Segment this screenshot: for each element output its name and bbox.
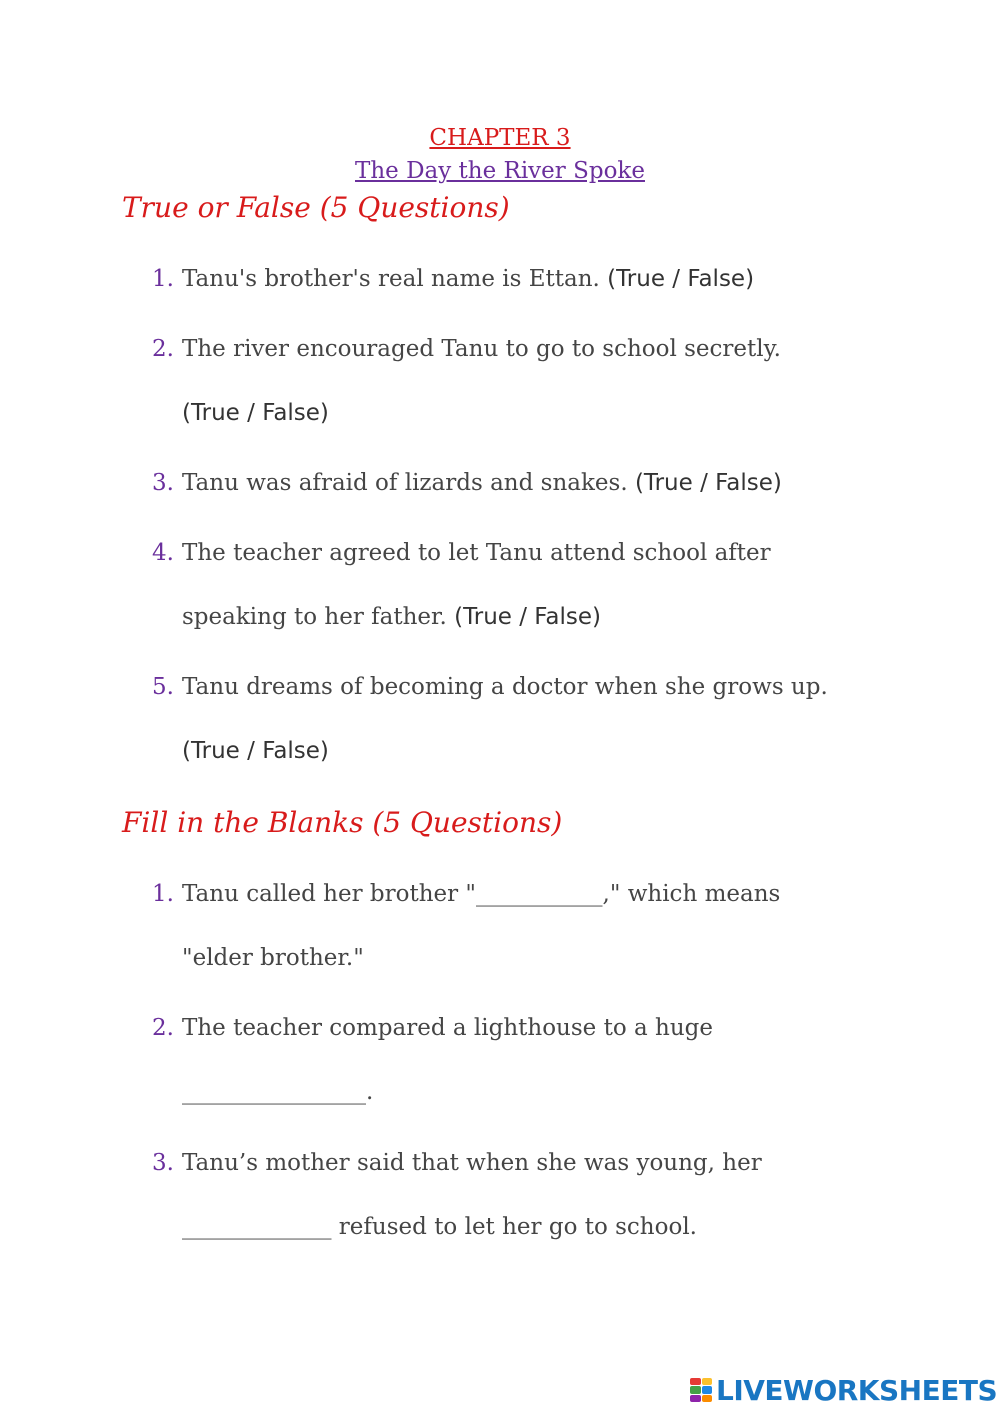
question-text: "elder brother." xyxy=(182,945,364,971)
question-text[interactable]: _____________ refused to let her go to school. xyxy=(182,1214,697,1240)
liveworksheets-logo-icon xyxy=(690,1378,712,1402)
question-number: 2. xyxy=(152,336,174,362)
chapter-title: The Day the River Spoke xyxy=(355,158,645,184)
question-number: 4. xyxy=(152,540,174,566)
fib-question-3 xyxy=(152,1147,762,1179)
chapter-number: CHAPTER 3 xyxy=(429,125,571,151)
question-text: speaking to her father. xyxy=(182,604,447,630)
true-false-choice[interactable]: (True / False) xyxy=(607,266,755,292)
true-false-choice[interactable]: (True / False) xyxy=(634,470,782,496)
question-text: Tanu was afraid of lizards and snakes. xyxy=(182,470,628,496)
tf-question-5-cont xyxy=(182,735,329,767)
true-false-choice[interactable]: (True / False) xyxy=(182,400,329,426)
logo-text: LIVEWORKSHEETS xyxy=(716,1373,998,1407)
question-text: Tanu's brother's real name is Ettan. xyxy=(182,266,600,292)
question-number: 3. xyxy=(152,1150,174,1176)
fib-question-3-cont xyxy=(182,1211,697,1243)
true-false-choice[interactable]: (True / False) xyxy=(182,738,329,764)
question-number: 2. xyxy=(152,1015,174,1041)
question-number: 5. xyxy=(152,674,174,700)
question-text: Tanu dreams of becoming a doctor when she grows up. xyxy=(182,674,828,700)
tf-question-5 xyxy=(152,671,828,703)
tf-question-4 xyxy=(152,537,771,569)
fib-question-1 xyxy=(152,878,780,910)
tf-question-1 xyxy=(152,263,754,295)
tf-question-2 xyxy=(152,333,781,365)
question-text: The river encouraged Tanu to go to school secretly. xyxy=(182,336,781,362)
liveworksheets-logo[interactable] xyxy=(690,1372,997,1408)
tf-question-4-cont xyxy=(182,601,601,633)
fib-question-1-cont xyxy=(182,942,364,974)
question-number: 1. xyxy=(152,266,174,292)
question-text[interactable]: Tanu called her brother "___________," which means xyxy=(182,881,781,907)
section-heading-fill-blanks: Fill in the Blanks (5 Questions) xyxy=(122,806,563,839)
question-text: The teacher agreed to let Tanu attend school after xyxy=(182,540,771,566)
fib-question-2-cont xyxy=(182,1076,373,1108)
blank-field[interactable]: ________________. xyxy=(182,1079,374,1105)
fib-question-2 xyxy=(152,1012,713,1044)
tf-question-3 xyxy=(152,467,782,499)
true-false-choice[interactable]: (True / False) xyxy=(454,604,602,630)
question-text: The teacher compared a lighthouse to a huge xyxy=(182,1015,713,1041)
question-text: Tanu’s mother said that when she was young, her xyxy=(182,1150,762,1176)
question-number: 1. xyxy=(152,881,174,907)
tf-question-2-cont xyxy=(182,397,329,429)
section-heading-true-false: True or False (5 Questions) xyxy=(122,191,510,224)
question-number: 3. xyxy=(152,470,174,496)
